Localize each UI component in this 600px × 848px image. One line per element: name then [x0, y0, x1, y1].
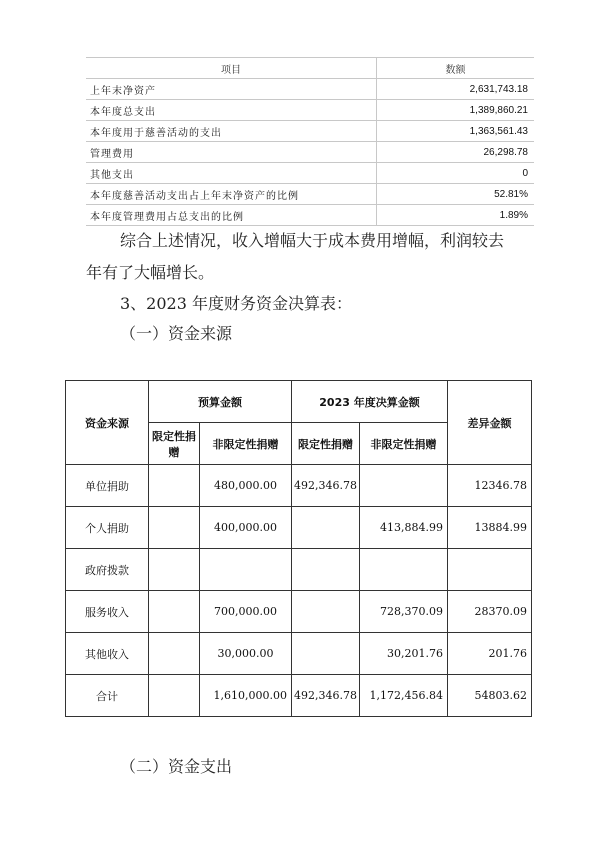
cell-final-restricted: 492,346.78	[292, 675, 360, 717]
cell-diff: 54803.62	[448, 675, 532, 717]
summary-value: 26,298.78	[377, 142, 535, 163]
section-heading: 3、2023 年度财务资金决算表：	[120, 294, 352, 313]
summary-value: 1.89%	[377, 205, 535, 226]
summary-row	[86, 121, 534, 142]
table-total-row	[66, 675, 532, 717]
row-source: 个人捐助	[66, 507, 149, 549]
summary-label: 本年度总支出	[86, 100, 377, 121]
subsection-heading: （二）资金支出	[120, 757, 233, 776]
summary-label: 管理费用	[86, 142, 377, 163]
row-source: 单位捐助	[66, 465, 149, 507]
paragraph-line: 综合上述情况，收入增幅大于成本费用增幅，利润较去	[120, 231, 505, 250]
header-diff: 差异金额	[448, 381, 532, 465]
summary-value: 52.81%	[377, 184, 535, 205]
row-source: 服务收入	[66, 591, 149, 633]
row-source: 合计	[66, 675, 149, 717]
summary-row	[86, 100, 534, 121]
cell-diff: 201.76	[448, 633, 532, 675]
table-header-row	[66, 381, 532, 423]
cell-budget-unrestricted: 30,000.00	[200, 633, 292, 675]
cell-final-unrestricted: 728,370.09	[360, 591, 448, 633]
summary-row	[86, 142, 534, 163]
header-restricted: 限定性捐赠	[149, 423, 200, 465]
header-unrestricted: 非限定性捐赠	[200, 423, 292, 465]
cell-final-unrestricted: 413,884.99	[360, 507, 448, 549]
cell-final-unrestricted	[360, 549, 448, 591]
header-unrestricted: 非限定性捐赠	[360, 423, 448, 465]
header-budget: 预算金额	[149, 381, 292, 423]
table-row	[66, 549, 532, 591]
cell-budget-unrestricted: 1,610,000.00	[200, 675, 292, 717]
funding-source-table	[65, 380, 532, 717]
summary-row	[86, 184, 534, 205]
cell-budget-restricted	[149, 591, 200, 633]
summary-row	[86, 205, 534, 226]
cell-diff: 13884.99	[448, 507, 532, 549]
cell-budget-restricted	[149, 549, 200, 591]
cell-budget-restricted	[149, 507, 200, 549]
summary-row	[86, 163, 534, 184]
paragraph-line: 年有了大幅增长。	[86, 263, 215, 282]
summary-label: 本年度用于慈善活动的支出	[86, 121, 377, 142]
summary-value: 0	[377, 163, 535, 184]
cell-budget-unrestricted: 480,000.00	[200, 465, 292, 507]
table-row	[66, 507, 532, 549]
table-row	[66, 591, 532, 633]
cell-final-unrestricted	[360, 465, 448, 507]
row-source: 政府拨款	[66, 549, 149, 591]
cell-final-restricted	[292, 591, 360, 633]
cell-final-unrestricted: 30,201.76	[360, 633, 448, 675]
subsection-heading: （一）资金来源	[120, 324, 233, 343]
summary-value: 1,363,561.43	[377, 121, 535, 142]
header-source: 资金来源	[66, 381, 149, 465]
header-final: 2023 年度决算金额	[292, 381, 448, 423]
summary-row	[86, 79, 534, 100]
cell-diff: 28370.09	[448, 591, 532, 633]
summary-table	[86, 57, 534, 226]
cell-diff	[448, 549, 532, 591]
summary-label: 其他支出	[86, 163, 377, 184]
table-row	[66, 465, 532, 507]
header-restricted: 限定性捐赠	[292, 423, 360, 465]
cell-final-unrestricted: 1,172,456.84	[360, 675, 448, 717]
summary-value: 2,631,743.18	[377, 79, 535, 100]
summary-label: 本年度慈善活动支出占上年末净资产的比例	[86, 184, 377, 205]
cell-diff: 12346.78	[448, 465, 532, 507]
cell-budget-restricted	[149, 465, 200, 507]
cell-budget-restricted	[149, 633, 200, 675]
cell-budget-unrestricted: 700,000.00	[200, 591, 292, 633]
col-item-header: 项目	[86, 58, 377, 79]
summary-header-row	[86, 58, 534, 79]
cell-final-restricted	[292, 549, 360, 591]
cell-final-restricted	[292, 507, 360, 549]
summary-label: 上年末净资产	[86, 79, 377, 100]
summary-value: 1,389,860.21	[377, 100, 535, 121]
col-amount-header: 数额	[377, 58, 535, 79]
summary-label: 本年度管理费用占总支出的比例	[86, 205, 377, 226]
cell-budget-unrestricted: 400,000.00	[200, 507, 292, 549]
cell-budget-unrestricted	[200, 549, 292, 591]
row-source: 其他收入	[66, 633, 149, 675]
table-row	[66, 633, 532, 675]
cell-budget-restricted	[149, 675, 200, 717]
cell-final-restricted	[292, 633, 360, 675]
cell-final-restricted: 492,346.78	[292, 465, 360, 507]
